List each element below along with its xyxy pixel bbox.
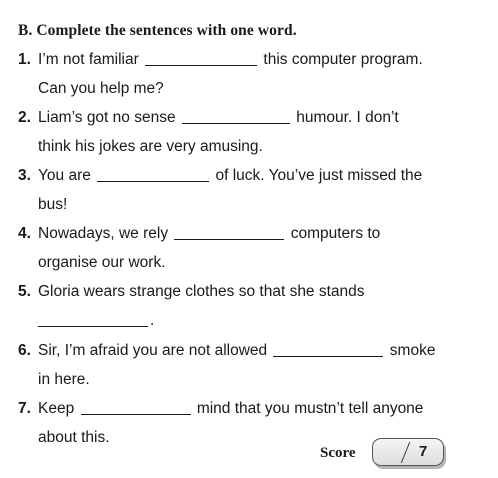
- answer-blank[interactable]: [174, 223, 284, 240]
- answer-blank[interactable]: [81, 398, 191, 415]
- sentence-text-after: smoke: [389, 342, 436, 359]
- sentence-continuation: bus!: [38, 196, 68, 213]
- exercise-heading: B. Complete the sentences with one word.: [18, 22, 297, 39]
- score-box[interactable]: [372, 438, 444, 466]
- sentence-text-before: You are: [38, 167, 91, 184]
- sentence-text-before: Keep: [38, 400, 75, 417]
- sentence-item-6: [18, 336, 488, 394]
- sentence-continuation: organise our work.: [38, 254, 166, 271]
- sentence-line: [18, 336, 488, 365]
- item-number: 3.: [18, 167, 31, 184]
- sentence-item-3: [18, 161, 488, 219]
- sentence-text-after: humour. I don’t: [296, 109, 399, 126]
- item-number: 2.: [18, 109, 31, 126]
- sentence-continuation: in here.: [38, 371, 90, 388]
- sentence-line: [18, 45, 488, 74]
- sentence-continuation: Can you help me?: [38, 80, 164, 97]
- sentence-line: [18, 394, 488, 423]
- sentence-text-after: this computer program.: [263, 51, 423, 68]
- sentence-line: [18, 277, 488, 306]
- sentence-line: [18, 219, 488, 248]
- item-number: 5.: [18, 283, 31, 300]
- sentence-continuation: about this.: [38, 429, 110, 446]
- sentence-text-before: Liam’s got no sense: [38, 109, 176, 126]
- sentence-text-before: I’m not familiar: [38, 51, 139, 68]
- sentence-text-before: Nowadays, we rely: [38, 225, 169, 242]
- score-total: 7: [419, 443, 428, 460]
- answer-blank[interactable]: [145, 49, 257, 66]
- score-label: Score: [320, 445, 356, 461]
- item-number: 4.: [18, 225, 31, 242]
- sentence-text-after: mind that you mustn’t tell anyone: [196, 400, 424, 417]
- item-number: 7.: [18, 400, 31, 417]
- answer-blank[interactable]: [182, 107, 290, 124]
- sentence-line: [18, 103, 488, 132]
- sentence-text: Gloria wears strange clothes so that she stands: [38, 283, 365, 300]
- sentence-continuation: [18, 306, 488, 335]
- score-slash: [401, 442, 411, 463]
- answer-blank[interactable]: [273, 340, 383, 357]
- sentence-text-after: computers to: [290, 225, 381, 242]
- item-number: 1.: [18, 51, 31, 68]
- sentence-continuation: think his jokes are very amusing.: [38, 138, 263, 155]
- sentence-item-2: [18, 103, 488, 161]
- sentence-text-before: Sir, I’m afraid you are not allowed: [38, 342, 268, 359]
- sentence-text-after: of luck. You’ve just missed the: [215, 167, 423, 184]
- sentence-item-1: [18, 45, 488, 103]
- answer-blank[interactable]: [38, 310, 148, 327]
- item-number: 6.: [18, 342, 31, 359]
- sentence-item-5: [18, 277, 488, 335]
- sentence-line: [18, 161, 488, 190]
- sentence-item-4: [18, 219, 488, 277]
- answer-blank[interactable]: [97, 165, 209, 182]
- sentence-end: .: [150, 312, 155, 329]
